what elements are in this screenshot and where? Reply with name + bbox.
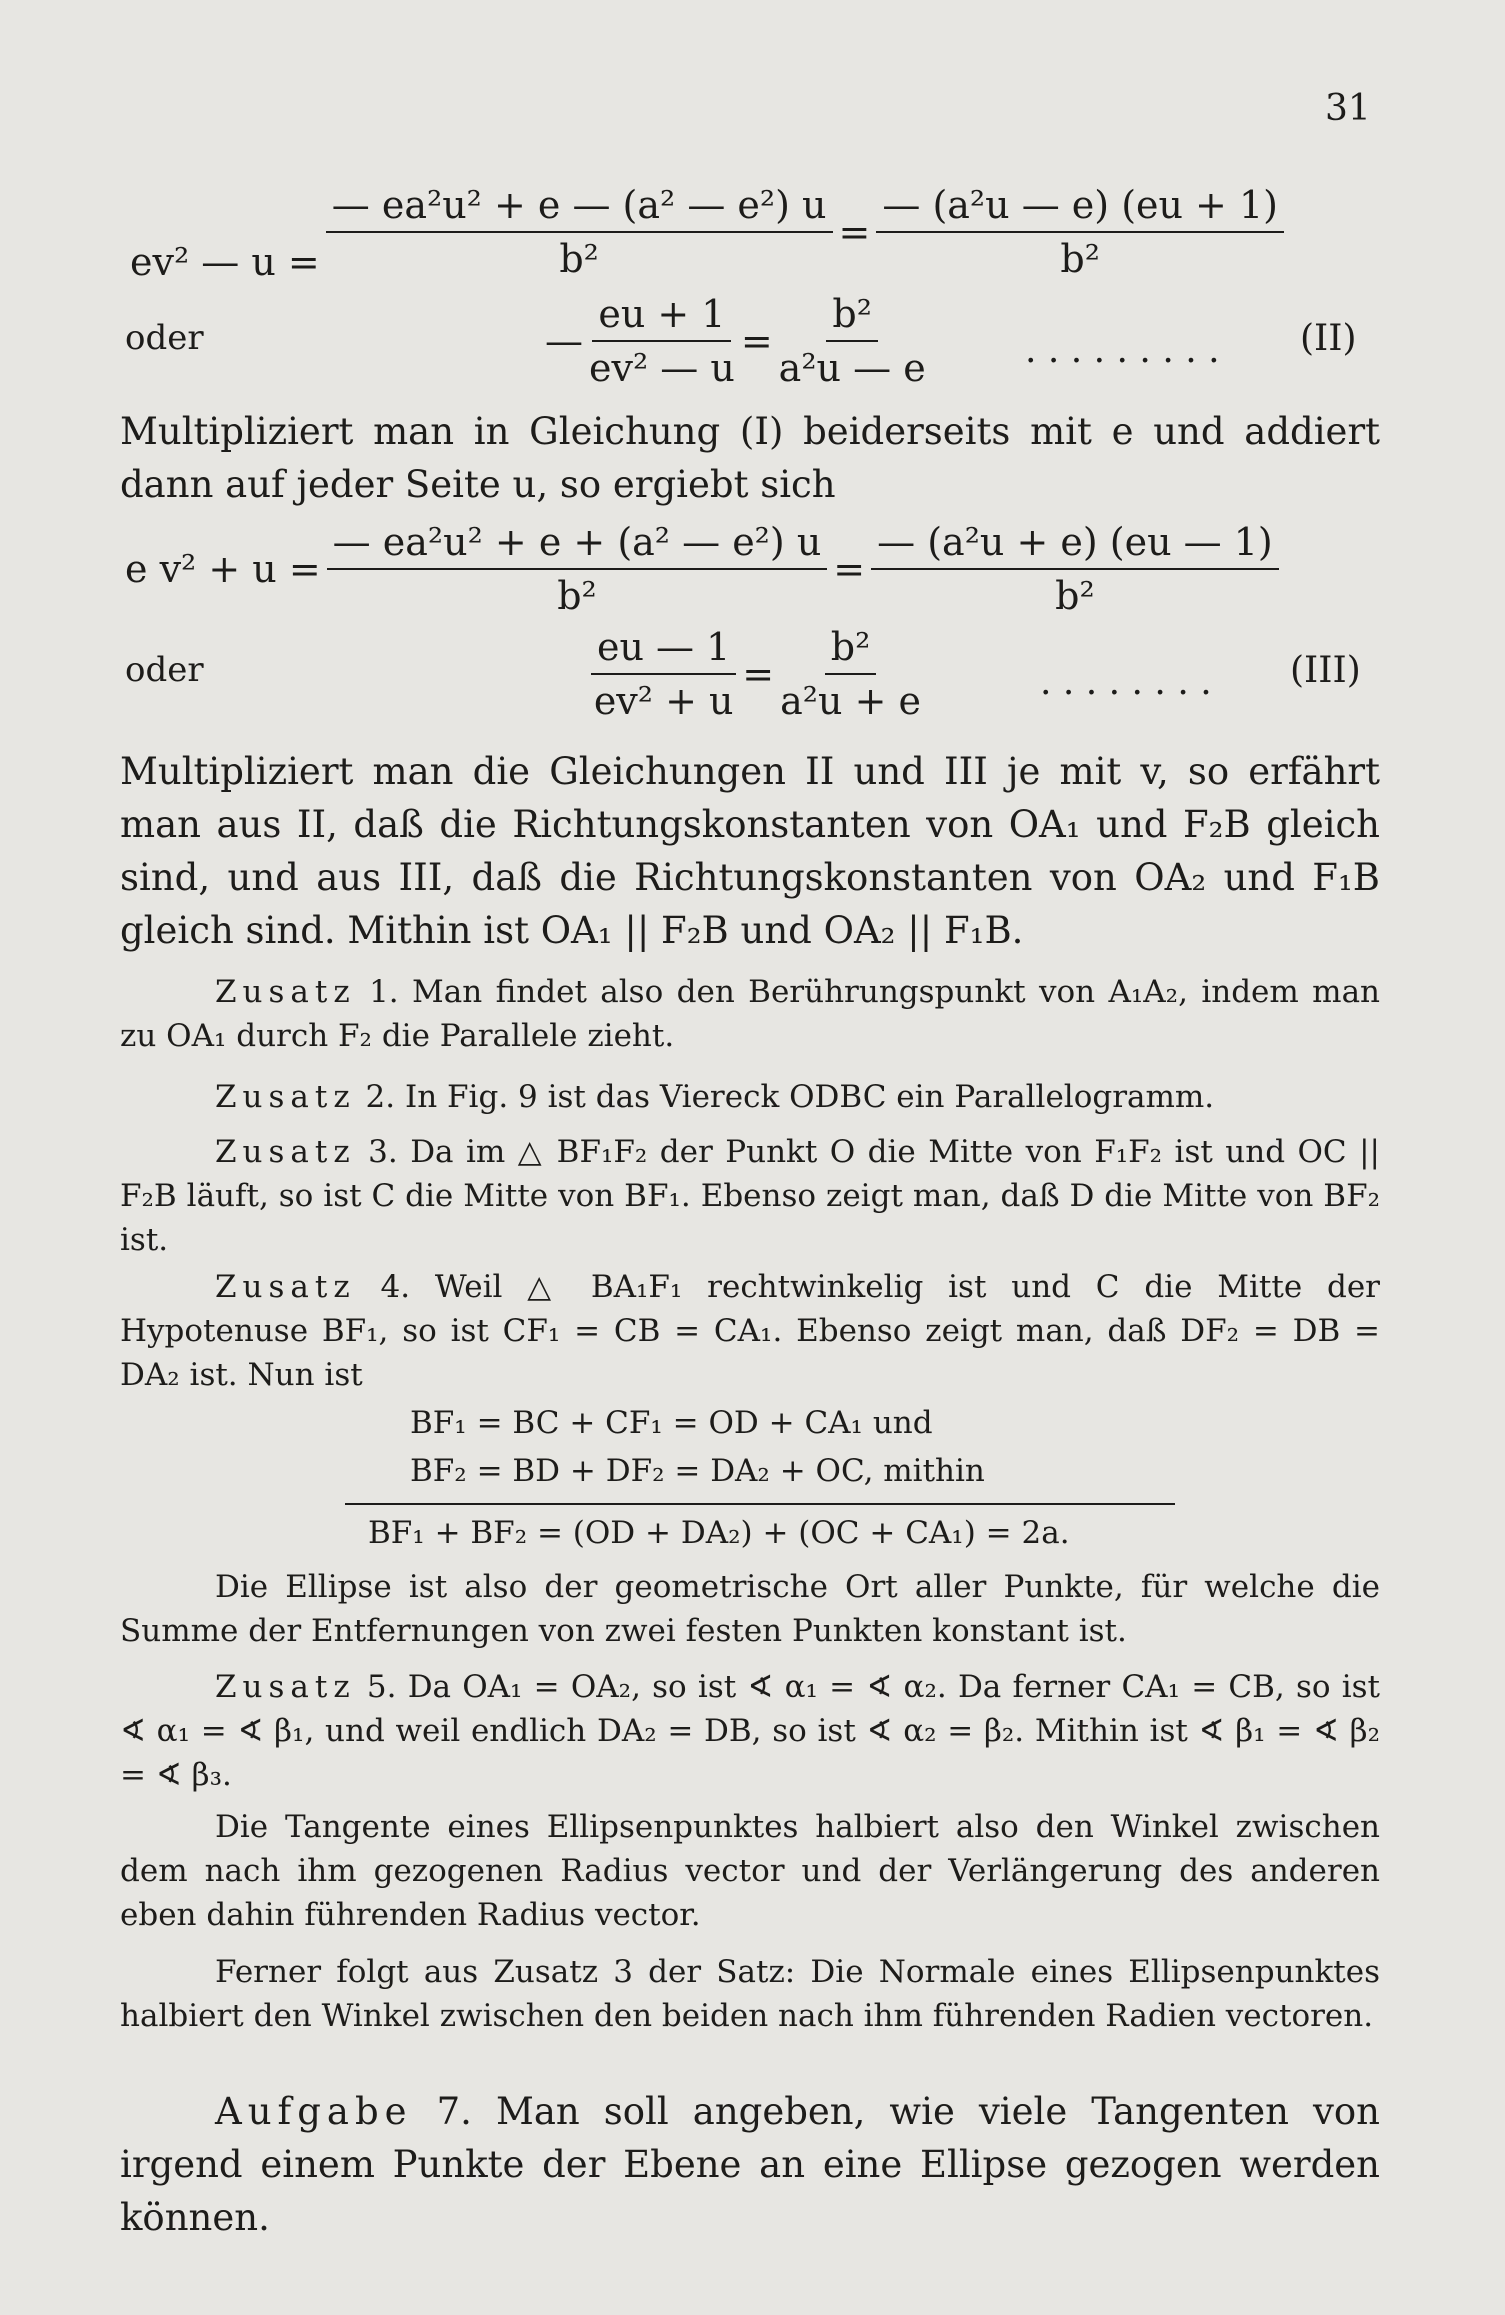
- zusatz-5-label: Zusatz: [215, 1669, 356, 1705]
- eq3-frac1-numerator: — ea²u² + e + (a² — e²) u: [327, 520, 828, 570]
- eq4-label: (III): [1290, 650, 1361, 691]
- eq4-equals: =: [742, 652, 775, 696]
- eq2-dots: . . . . . . . . .: [1025, 330, 1220, 371]
- eq1-frac2-denominator: b²: [1060, 237, 1100, 281]
- aufgabe-label: Aufgabe: [215, 2090, 413, 2133]
- eq4-dots: . . . . . . . .: [1040, 662, 1212, 703]
- eq2-frac2-numerator: b²: [826, 292, 878, 342]
- eq1-frac1-numerator: — ea²u² + e — (a² — e²) u: [326, 183, 833, 233]
- paragraph-4: Die Tangente eines Ellipsenpunktes halbiert also den Winkel zwischen dem nach ihm gezogenen Radius vector und der Verlängerung des anderen eben dahin führenden Radius vector.: [120, 1809, 1380, 1933]
- page-number: 31: [1325, 88, 1371, 129]
- eq2-fraction-1: [589, 292, 735, 390]
- equation-1: [130, 180, 1390, 284]
- zusatz-5: [120, 1665, 1380, 1797]
- zusatz-5-number: 5.: [366, 1669, 397, 1705]
- zusatz-2-label: Zusatz: [215, 1079, 356, 1115]
- eq3-frac2-denominator: b²: [1055, 574, 1095, 618]
- eq4-frac2-numerator: b²: [825, 625, 877, 675]
- eq1-equals: =: [838, 210, 871, 254]
- eq2-frac2-denominator: a²u — e: [778, 346, 926, 390]
- zusatz-4-number: 4.: [380, 1269, 411, 1305]
- zusatz-3-number: 3.: [368, 1134, 398, 1170]
- eq4-frac1-numerator: eu — 1: [591, 625, 736, 675]
- eq2-fraction-2: [779, 292, 926, 390]
- eq1-frac2-numerator: — (a²u — e) (eu + 1): [876, 183, 1284, 233]
- eq2-frac1-denominator: ev² — u: [589, 346, 735, 390]
- eq4-fraction-2: [780, 625, 921, 723]
- eq3-equals: =: [833, 547, 866, 591]
- eq1-fraction-1: [326, 183, 833, 281]
- sum-line-2: BF₂ = BD + DF₂ = DA₂ + OC, mithin: [410, 1453, 985, 1489]
- sum-line-1: BF₁ = BC + CF₁ = OD + CA₁ und: [410, 1405, 933, 1441]
- eq2-oder: oder: [125, 318, 204, 358]
- paragraph-5: Ferner folgt aus Zusatz 3 der Satz: Die Normale eines Ellipsenpunktes halbiert den Winkel zwischen den beiden nach ihm führenden Radien vectoren.: [120, 1954, 1380, 2034]
- zusatz-2-text: In Fig. 9 ist das Viereck ODBC ein Parallelogramm.: [404, 1079, 1215, 1115]
- eq4-frac1-denominator: ev² + u: [593, 679, 734, 723]
- eq3-frac2-numerator: — (a²u + e) (eu — 1): [871, 520, 1279, 570]
- eq4-fraction-1: [591, 625, 736, 723]
- eq1-fraction-2: [876, 183, 1284, 281]
- eq4-oder: oder: [125, 650, 204, 690]
- zusatz-4-label: Zusatz: [215, 1269, 356, 1305]
- eq1-lhs: ev² — u =: [130, 240, 320, 284]
- sum-result: BF₁ + BF₂ = (OD + DA₂) + (OC + CA₁) = 2a.: [368, 1515, 1070, 1551]
- zusatz-1-label: Zusatz: [215, 974, 356, 1010]
- zusatz-4: [120, 1265, 1380, 1397]
- aufgabe-7: [120, 2085, 1380, 2244]
- zusatz-3: [120, 1130, 1380, 1262]
- eq3-lhs: e v² + u =: [125, 547, 321, 591]
- equation-3: [125, 520, 1385, 618]
- eq3-fraction-1: [327, 520, 828, 618]
- aufgabe-text: Man soll angeben, wie viele Tangenten von irgend einem Punkte der Ebene an eine Ellipse gezogen werden können.: [120, 2090, 1381, 2239]
- eq2-frac1-numerator: eu + 1: [592, 292, 731, 342]
- eq3-fraction-2: [871, 520, 1279, 618]
- zusatz-2-number: 2.: [365, 1079, 396, 1115]
- eq2-minus: —: [545, 319, 583, 363]
- zusatz-5-text: Da OA₁ = OA₂, so ist ∢ α₁ = ∢ α₂. Da ferner CA₁ = CB, so ist ∢ α₁ = ∢ β₁, und weil endlich DA₂ = DB, so ist ∢ α₂ = β₂. Mithin ist ∢ β₁ = ∢ β₂ = ∢ β₃.: [120, 1669, 1381, 1793]
- aufgabe-number: 7.: [436, 2090, 472, 2133]
- zusatz-1: [120, 970, 1380, 1058]
- sum-rule: [345, 1503, 1175, 1505]
- paragraph-2: Multipliziert man die Gleichungen II und III je mit v, so erfährt man aus II, daß die Richtungskonstanten von OA₁ und F₂B gleich sind, und aus III, daß die Richtungskonstanten von OA₂ und F₁B gleich sind. Mithin ist OA₁ || F₂B und OA₂ || F₁B.: [120, 750, 1380, 952]
- zusatz-3-label: Zusatz: [215, 1134, 356, 1170]
- paragraph-3: Die Ellipse ist also der geometrische Ort aller Punkte, für welche die Summe der Entfernungen von zwei festen Punkten konstant ist.: [120, 1569, 1380, 1649]
- paragraph-1: Multipliziert man in Gleichung (I) beiderseits mit e und addiert dann auf jeder Seite u, so ergiebt sich: [120, 410, 1380, 506]
- zusatz-1-text: Man findet also den Berührungspunkt von A₁A₂, indem man zu OA₁ durch F₂ die Parallele zieht.: [120, 974, 1381, 1054]
- eq3-frac1-denominator: b²: [557, 574, 597, 618]
- zusatz-2: [120, 1075, 1380, 1119]
- zusatz-4-text: Weil △ BA₁F₁ rechtwinkelig ist und C die Mitte der Hypotenuse BF₁, so ist CF₁ = CB = CA₁. Ebenso zeigt man, daß DF₂ = DB = DA₂ ist. Nun ist: [120, 1269, 1380, 1393]
- eq2-equals: =: [740, 319, 773, 363]
- eq2-label: (II): [1300, 318, 1357, 359]
- eq1-frac1-denominator: b²: [559, 237, 599, 281]
- zusatz-1-number: 1.: [369, 974, 399, 1010]
- zusatz-3-text: Da im △ BF₁F₂ der Punkt O die Mitte von F₁F₂ ist und OC || F₂B läuft, so ist C die Mitte von BF₁. Ebenso zeigt man, daß D die Mitte von BF₂ ist.: [120, 1134, 1380, 1258]
- eq4-frac2-denominator: a²u + e: [780, 679, 921, 723]
